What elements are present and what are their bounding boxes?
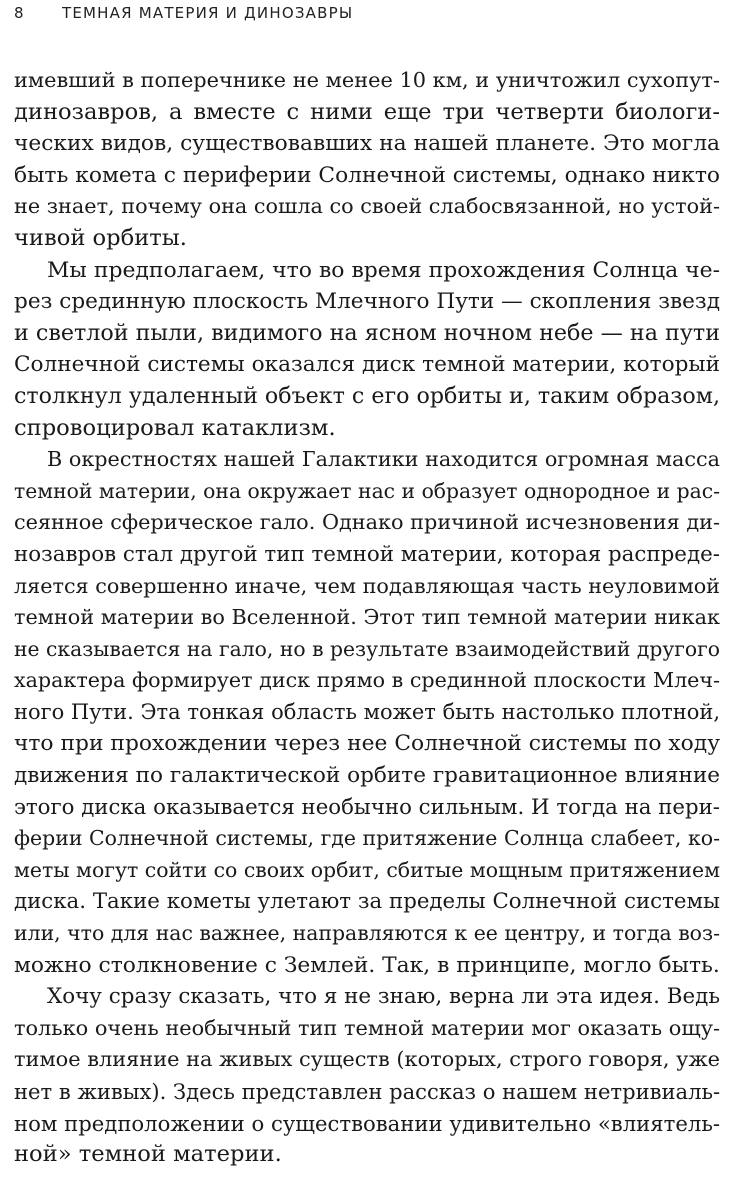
text-line: ляется совершенно иначе, чем подавляющая часть неуловимой: [14, 573, 720, 598]
text-line: сеянное сферическое гало. Однако причиной исчезновения ди-: [14, 510, 720, 535]
text-line: столкнул удаленный объект с его орбиты и, таким образом,: [14, 382, 721, 409]
text-line: меты могут сойти со своих орбит, сбитые мощным притяжением: [14, 857, 721, 882]
paragraph: [14, 255, 720, 445]
text-line: динозавров, а вместе с ними еще три четверти биологи-: [14, 98, 720, 125]
text-line: этого диска оказывается необычно сильным. И тогда на пери-: [14, 794, 720, 820]
text-line: только очень необычный тип темной материи мог оказать ощу-: [14, 1015, 720, 1040]
text-line: темной материи, она окружает нас и образует однородное и рас-: [14, 478, 720, 503]
text-line: нозавров стал другой тип темной материи, которая распреде-: [14, 541, 720, 567]
text-line: диска. Такие кометы улетают за пределы Солнечной системы: [14, 889, 720, 915]
paragraph: [14, 65, 720, 255]
text-line: не сказывается на гало, но в результате взаимодействий другого: [14, 636, 720, 661]
text-line: что при прохождении через нее Солнечной системы по ходу: [14, 731, 720, 757]
text-line: имевший в поперечнике не менее 10 км, и уничтожил сухопут-: [14, 68, 720, 92]
text-line: рез срединную плоскость Млечного Пути — скопления звезд: [14, 289, 720, 315]
text-line: Хочу сразу сказать, что я не знаю, верна ли эта идея. Ведь: [47, 984, 720, 1010]
page-number: 8: [14, 4, 25, 22]
text-line: В окрестностях нашей Галактики находится огромная масса: [47, 447, 720, 472]
text-line: ной» темной материи.: [14, 1141, 282, 1168]
text-line: можно столкновение с Землей. Так, в принципе, могло быть.: [14, 952, 720, 978]
text-line: темной материи во Вселенной. Этот тип темной материи никак: [14, 605, 720, 630]
text-line: спровоцировал катаклизм.: [14, 414, 336, 441]
text-line: нет в живых). Здесь представлен рассказ о нашем нетривиаль-: [14, 1079, 721, 1104]
paragraph: [14, 444, 720, 981]
text-line: и светлой пыли, видимого на ясном ночном небе — на пути: [14, 319, 720, 346]
text-line: или, что для нас важнее, направляются к ее центру, и тогда воз-: [14, 921, 720, 946]
running-head: [14, 4, 732, 26]
paragraph: [14, 981, 720, 1171]
text-line: тимое влияние на живых существ (которых, строго говоря, уже: [14, 1047, 720, 1072]
text-line: ном предположении о существовании удивительно «влиятель-: [14, 1110, 720, 1136]
text-line: быть комета с периферии Солнечной системы, однако никто: [14, 162, 720, 188]
text-line: ческих видов, существовавших на нашей планете. Это могла: [14, 131, 720, 157]
body-text: [14, 65, 720, 1171]
text-line: не знает, почему она сошла со своей слабосвязанной, но устой-: [14, 194, 721, 219]
text-line: Солнечной системы оказался диск темной материи, который: [14, 352, 720, 378]
text-line: ного Пути. Эта тонкая область может быть настолько плотной,: [14, 699, 720, 724]
text-line: Мы предполагаем, что во время прохождения Солнца че-: [47, 257, 720, 283]
text-line: движения по галактической орбите гравитационное влияние: [14, 763, 720, 789]
running-title: ТЕМНАЯ МАТЕРИЯ И ДИНОЗАВРЫ: [62, 4, 354, 22]
text-line: характера формирует диск прямо в срединной плоскости Млеч-: [14, 668, 720, 693]
text-line: ферии Солнечной системы, где притяжение Солнца слабеет, ко-: [14, 826, 720, 851]
text-line: чивой орбиты.: [14, 224, 187, 251]
